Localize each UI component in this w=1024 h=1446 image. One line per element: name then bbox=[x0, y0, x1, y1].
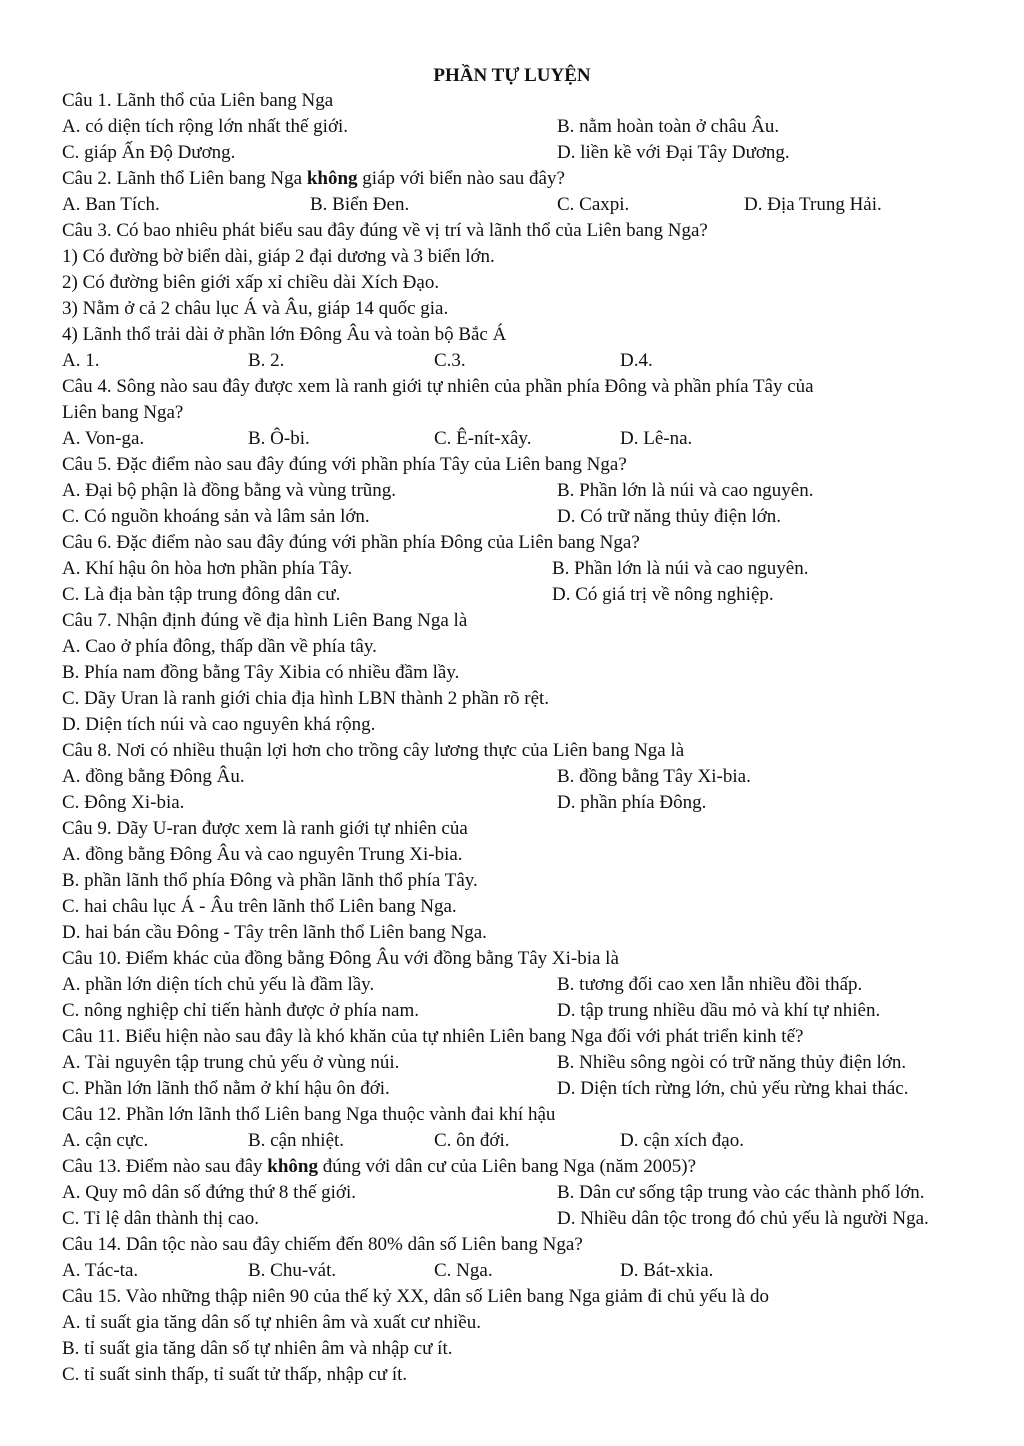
question-6-option-b: B. Phần lớn là núi và cao nguyên. bbox=[552, 558, 809, 579]
question-9-stem: Câu 9. Dãy U-ran được xem là ranh giới tự nhiên của bbox=[62, 818, 468, 839]
question-10-option-c: C. nông nghiệp chỉ tiến hành được ở phía nam. bbox=[62, 1000, 420, 1021]
question-3-statement-2: 2) Có đường biên giới xấp xỉ chiều dài Xích Đạo. bbox=[62, 272, 440, 293]
question-8-option-c: C. Đông Xi-bia. bbox=[62, 792, 185, 813]
question-1-stem: Câu 1. Lãnh thổ của Liên bang Nga bbox=[62, 90, 334, 111]
question-12-option-b: B. cận nhiệt. bbox=[248, 1130, 345, 1151]
question-11-option-d: D. Diện tích rừng lớn, chủ yếu rừng khai thác. bbox=[557, 1078, 909, 1099]
question-13-stem bbox=[62, 1154, 1004, 1180]
question-2-stem-pre: Câu 2. Lãnh thổ Liên bang Nga bbox=[62, 168, 307, 189]
question-2-option-c: C. Caxpi. bbox=[557, 194, 630, 215]
question-1-option-c: C. giáp Ấn Độ Dương. bbox=[62, 142, 236, 163]
question-7-option-a: A. Cao ở phía đông, thấp dần về phía tây. bbox=[62, 636, 377, 657]
question-3-statement-4: 4) Lãnh thổ trải dài ở phần lớn Đông Âu và toàn bộ Bắc Á bbox=[62, 324, 507, 345]
question-5-option-a: A. Đại bộ phận là đồng bằng và vùng trũng. bbox=[62, 480, 397, 501]
question-14-option-a: A. Tác-ta. bbox=[62, 1260, 139, 1281]
question-6-options-row-2 bbox=[62, 582, 1004, 608]
question-8-option-a: A. đồng bằng Đông Âu. bbox=[62, 766, 245, 787]
question-1-option-b: B. nằm hoàn toàn ở châu Âu. bbox=[557, 116, 780, 137]
question-2-stem-post: giáp với biển nào sau đây? bbox=[357, 168, 565, 189]
question-13-stem-post: đúng với dân cư của Liên bang Nga (năm 2005)? bbox=[317, 1156, 697, 1177]
question-4-option-b: B. Ô-bi. bbox=[248, 428, 310, 449]
question-8-options-row-1 bbox=[62, 764, 1004, 790]
question-13-option-c: C. Tỉ lệ dân thành thị cao. bbox=[62, 1208, 259, 1229]
question-10-option-d: D. tập trung nhiều dầu mỏ và khí tự nhiên. bbox=[557, 1000, 881, 1021]
question-4-stem-line-1: Câu 4. Sông nào sau đây được xem là ranh giới tự nhiên của phần phía Đông và phần phía Tây của bbox=[62, 376, 814, 397]
question-6-option-c: C. Là địa bàn tập trung đông dân cư. bbox=[62, 584, 341, 605]
question-10-options-row-2 bbox=[62, 998, 1004, 1024]
question-1-option-d: D. liền kề với Đại Tây Dương. bbox=[557, 142, 790, 163]
question-10-options-row-1 bbox=[62, 972, 1004, 998]
question-12-option-d: D. cận xích đạo. bbox=[620, 1130, 744, 1151]
question-3-option-a: A. 1. bbox=[62, 350, 100, 371]
question-2-option-d: D. Địa Trung Hải. bbox=[744, 194, 882, 215]
question-5-options-row-2 bbox=[62, 504, 1004, 530]
page-title: PHẦN TỰ LUYỆN bbox=[433, 65, 591, 86]
question-1-option-a: A. có diện tích rộng lớn nhất thế giới. bbox=[62, 116, 349, 137]
question-12-option-a: A. cận cực. bbox=[62, 1130, 149, 1151]
question-4-stem-line-2: Liên bang Nga? bbox=[62, 402, 184, 423]
question-2-option-b: B. Biển Đen. bbox=[310, 194, 410, 215]
question-7-option-d: D. Diện tích núi và cao nguyên khá rộng. bbox=[62, 714, 376, 735]
question-12-stem: Câu 12. Phần lớn lãnh thổ Liên bang Nga thuộc vành đai khí hậu bbox=[62, 1104, 556, 1125]
question-14-option-d: D. Bát-xkia. bbox=[620, 1260, 714, 1281]
question-5-option-b: B. Phần lớn là núi và cao nguyên. bbox=[557, 480, 814, 501]
question-4-option-a: A. Von-ga. bbox=[62, 428, 145, 449]
question-6-stem: Câu 6. Đặc điểm nào sau đây đúng với phần phía Đông của Liên bang Nga? bbox=[62, 532, 640, 553]
question-8-options-row-2 bbox=[62, 790, 1004, 816]
question-6-options-row-1 bbox=[62, 556, 1004, 582]
question-15-option-a: A. tỉ suất gia tăng dân số tự nhiên âm và xuất cư nhiều. bbox=[62, 1312, 481, 1333]
question-15-option-c: C. tỉ suất sinh thấp, tỉ suất tử thấp, nhập cư ít. bbox=[62, 1364, 408, 1385]
question-10-option-b: B. tương đối cao xen lẫn nhiều đồi thấp. bbox=[557, 974, 863, 995]
question-11-option-c: C. Phần lớn lãnh thổ nằm ở khí hậu ôn đới. bbox=[62, 1078, 390, 1099]
question-14-stem: Câu 14. Dân tộc nào sau đây chiếm đến 80% dân số Liên bang Nga? bbox=[62, 1234, 583, 1255]
question-12-option-c: C. ôn đới. bbox=[434, 1130, 510, 1151]
question-11-option-b: B. Nhiều sông ngòi có trữ năng thủy điện lớn. bbox=[557, 1052, 907, 1073]
question-11-options-row-1 bbox=[62, 1050, 1004, 1076]
question-4-option-c: C. Ê-nít-xây. bbox=[434, 428, 532, 449]
question-8-option-d: D. phần phía Đông. bbox=[557, 792, 707, 813]
question-2-options bbox=[62, 192, 1004, 218]
question-9-option-a: A. đồng bằng Đông Âu và cao nguyên Trung Xi-bia. bbox=[62, 844, 463, 865]
question-9-option-d: D. hai bán cầu Đông - Tây trên lãnh thổ Liên bang Nga. bbox=[62, 922, 487, 943]
question-5-option-c: C. Có nguồn khoáng sản và lâm sản lớn. bbox=[62, 506, 370, 527]
question-3-statement-1: 1) Có đường bờ biển dài, giáp 2 đại dương và 3 biển lớn. bbox=[62, 246, 495, 267]
question-7-option-c: C. Dãy Uran là ranh giới chia địa hình LBN thành 2 phần rõ rệt. bbox=[62, 688, 550, 709]
question-7-stem: Câu 7. Nhận định đúng về địa hình Liên Bang Nga là bbox=[62, 610, 468, 631]
question-15-option-b: B. tỉ suất gia tăng dân số tự nhiên âm và nhập cư ít. bbox=[62, 1338, 453, 1359]
question-3-options bbox=[62, 348, 1004, 374]
question-5-option-d: D. Có trữ năng thủy điện lớn. bbox=[557, 506, 782, 527]
question-12-options bbox=[62, 1128, 1004, 1154]
question-13-options-row-1 bbox=[62, 1180, 1004, 1206]
question-8-option-b: B. đồng bằng Tây Xi-bia. bbox=[557, 766, 751, 787]
question-14-options bbox=[62, 1258, 1004, 1284]
question-5-options-row-1 bbox=[62, 478, 1004, 504]
question-9-option-c: C. hai châu lục Á - Âu trên lãnh thổ Liên bang Nga. bbox=[62, 896, 457, 917]
question-13-stem-bold: không bbox=[267, 1156, 318, 1177]
question-4-option-d: D. Lê-na. bbox=[620, 428, 693, 449]
question-11-option-a: A. Tài nguyên tập trung chủ yếu ở vùng núi. bbox=[62, 1052, 400, 1073]
question-5-stem: Câu 5. Đặc điểm nào sau đây đúng với phần phía Tây của Liên bang Nga? bbox=[62, 454, 627, 475]
question-8-stem: Câu 8. Nơi có nhiều thuận lợi hơn cho trồng cây lương thực của Liên bang Nga là bbox=[62, 740, 685, 761]
question-13-options-row-2 bbox=[62, 1206, 1004, 1232]
question-13-option-b: B. Dân cư sống tập trung vào các thành phố lớn. bbox=[557, 1182, 925, 1203]
question-4-options bbox=[62, 426, 1004, 452]
question-2-option-a: A. Ban Tích. bbox=[62, 194, 160, 215]
question-14-option-c: C. Nga. bbox=[434, 1260, 493, 1281]
question-3-statement-3: 3) Nằm ở cả 2 châu lục Á và Âu, giáp 14 quốc gia. bbox=[62, 298, 449, 319]
question-7-option-b: B. Phía nam đồng bằng Tây Xibia có nhiều đầm lầy. bbox=[62, 662, 460, 683]
question-10-stem: Câu 10. Điểm khác của đồng bằng Đông Âu với đồng bằng Tây Xi-bia là bbox=[62, 948, 619, 969]
question-9-option-b: B. phần lãnh thổ phía Đông và phần lãnh thổ phía Tây. bbox=[62, 870, 478, 891]
question-6-option-a: A. Khí hậu ôn hòa hơn phần phía Tây. bbox=[62, 558, 353, 579]
question-1-options-row-2 bbox=[62, 140, 1004, 166]
question-15-stem: Câu 15. Vào những thập niên 90 của thế kỷ XX, dân số Liên bang Nga giảm đi chủ yếu là do bbox=[62, 1286, 769, 1307]
question-13-option-a: A. Quy mô dân số đứng thứ 8 thế giới. bbox=[62, 1182, 356, 1203]
question-2-stem bbox=[62, 166, 1004, 192]
question-3-option-c: C.3. bbox=[434, 350, 466, 371]
question-2-stem-bold: không bbox=[306, 168, 358, 189]
question-3-option-b: B. 2. bbox=[248, 350, 285, 371]
question-6-option-d: D. Có giá trị về nông nghiệp. bbox=[552, 584, 774, 605]
question-10-option-a: A. phần lớn diện tích chủ yếu là đầm lầy. bbox=[62, 974, 375, 995]
question-11-options-row-2 bbox=[62, 1076, 1004, 1102]
question-3-stem: Câu 3. Có bao nhiêu phát biểu sau đây đúng về vị trí và lãnh thổ của Liên bang Nga? bbox=[62, 220, 708, 241]
question-1-options-row-1 bbox=[62, 114, 1004, 140]
question-13-stem-pre: Câu 13. Điểm nào sau đây bbox=[62, 1156, 268, 1177]
question-11-stem: Câu 11. Biểu hiện nào sau đây là khó khăn của tự nhiên Liên bang Nga đối với phát triển kinh tế? bbox=[62, 1026, 804, 1047]
question-14-option-b: B. Chu-vát. bbox=[248, 1260, 337, 1281]
question-3-option-d: D.4. bbox=[620, 350, 653, 371]
question-13-option-d: D. Nhiều dân tộc trong đó chủ yếu là người Nga. bbox=[557, 1208, 929, 1229]
